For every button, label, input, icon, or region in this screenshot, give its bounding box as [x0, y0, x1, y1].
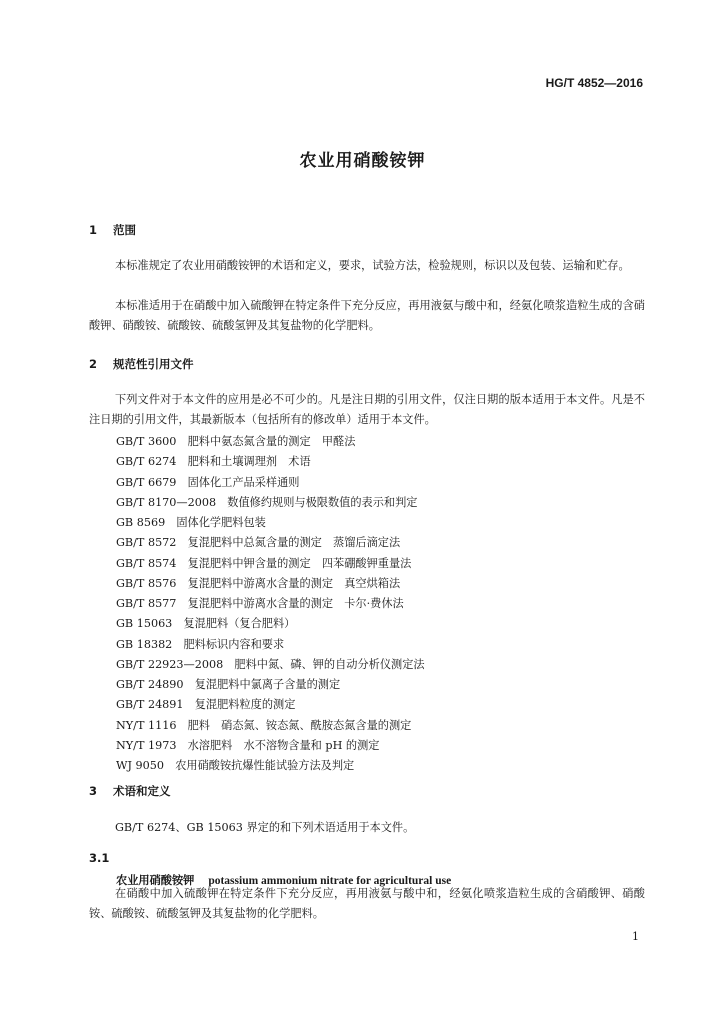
section-3-number: 3 — [89, 784, 98, 798]
page-number: 1 — [632, 930, 639, 943]
terms-intro: GB/T 6274、GB 15063 界定的和下列术语适用于本文件。 — [115, 821, 415, 834]
section-1-title: 范围 — [113, 223, 136, 237]
reference-item: GB/T 8572 复混肥料中总氮含量的测定 蒸馏后滴定法 — [116, 536, 401, 550]
section-1-heading — [89, 222, 136, 238]
reference-item: GB/T 6274 肥料和土壤调理剂 术语 — [116, 455, 311, 469]
reference-item: GB/T 24891 复混肥料粒度的测定 — [116, 698, 296, 712]
section-3-title: 术语和定义 — [113, 784, 171, 798]
section-2-title: 规范性引用文件 — [113, 357, 194, 371]
reference-list — [116, 432, 425, 776]
term-definition: 在硝酸中加入硫酸钾在特定条件下充分反应，再用液氨与酸中和，经氨化喷浆造粒生成的含硝酸钾、硝酸铵、硫酸铵、硫酸氢钾及其复盐物的化学肥料。 — [89, 887, 645, 920]
reference-item: GB/T 3600 肥料中氨态氮含量的测定 甲醛法 — [116, 435, 356, 448]
reference-item: GB/T 24890 复混肥料中氯离子含量的测定 — [116, 678, 341, 691]
reference-item: GB 15063 复混肥料（复合肥料） — [116, 617, 296, 631]
reference-item: NY/T 1116 肥料 硝态氮、铵态氮、酰胺态氮含量的测定 — [116, 718, 412, 732]
references-intro: 下列文件对于本文件的应用是必不可少的。凡是注日期的引用文件，仅注日期的版本适用于本文件。凡是不注日期的引用文件，其最新版本（包括所有的修改单）适用于本文件。 — [89, 393, 645, 426]
section-1-number: 1 — [89, 223, 98, 237]
reference-item: GB/T 8576 复混肥料中游离水含量的测定 真空烘箱法 — [116, 576, 401, 590]
reference-item: NY/T 1973 水溶肥料 水不溶物含量和 pH 的测定 — [116, 738, 380, 752]
section-3-heading — [89, 783, 171, 799]
reference-item: GB 8569 固体化学肥料包装 — [116, 516, 266, 529]
reference-item: GB/T 22923—2008 肥料中氮、磷、钾的自动分析仪测定法 — [116, 657, 425, 671]
reference-item: GB 18382 肥料标识内容和要求 — [116, 637, 285, 651]
term-chinese: 农业用硝酸铵钾 — [116, 874, 195, 887]
scope-paragraph-1: 本标准规定了农业用硝酸铵钾的术语和定义，要求，试验方法，检验规则，标识以及包装、运输和贮存。 — [115, 259, 630, 272]
reference-item: GB/T 6679 固体化工产品采样通则 — [116, 475, 300, 489]
standard-code: HG/T 4852—2016 — [545, 76, 643, 90]
term-english: potassium ammonium nitrate for agricultural use — [208, 875, 452, 887]
section-2-number: 2 — [89, 357, 98, 371]
reference-item: GB/T 8170—2008 数值修约规则与极限数值的表示和判定 — [116, 495, 418, 509]
subsection-number: 3.1 — [89, 851, 110, 865]
section-2-heading — [89, 356, 194, 372]
document-title: 农业用硝酸铵钾 — [299, 151, 426, 171]
reference-item: GB/T 8574 复混肥料中钾含量的测定 四苯硼酸钾重量法 — [116, 556, 412, 570]
reference-item: WJ 9050 农用硝酸铵抗爆性能试验方法及判定 — [116, 759, 355, 772]
reference-item: GB/T 8577 复混肥料中游离水含量的测定 卡尔·费休法 — [116, 597, 404, 610]
scope-paragraph-2: 本标准适用于在硝酸中加入硫酸钾在特定条件下充分反应，再用液氨与酸中和，经氨化喷浆造粒生成的含硝酸钾、硝酸铵、硫酸铵、硫酸氢钾及其复盐物的化学肥料。 — [89, 299, 645, 332]
